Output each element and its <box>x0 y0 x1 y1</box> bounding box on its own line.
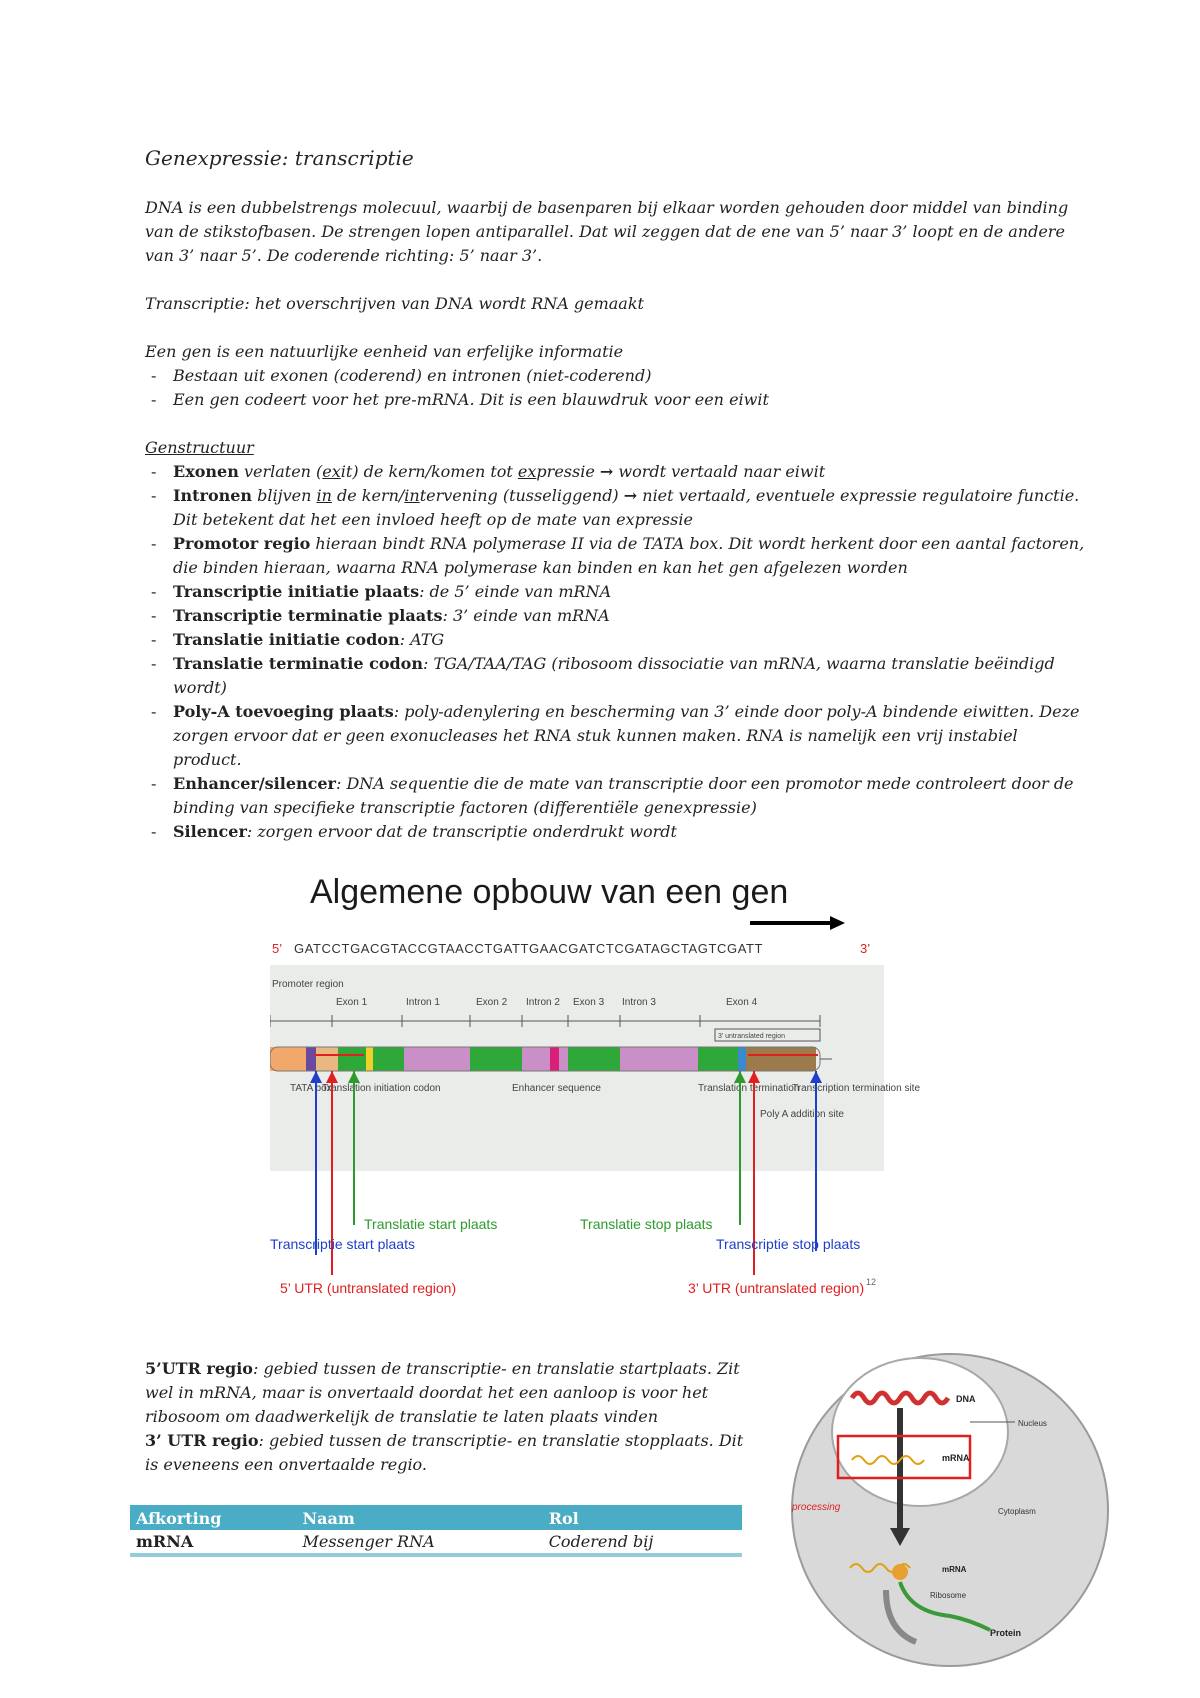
gene-structure-heading: Genstructuur <box>145 438 254 457</box>
exon4-segment <box>698 1047 740 1071</box>
term: 3’ UTR regio <box>145 1431 259 1450</box>
list-item <box>145 700 1085 772</box>
text: it) de kern/komen tot <box>340 462 518 481</box>
below-label: Translation initiation codon <box>322 1083 441 1094</box>
enhancer-segment <box>550 1047 559 1071</box>
term: Transcriptie initiatie plaats <box>173 582 420 601</box>
gene-definition-list <box>145 364 1075 412</box>
utr-section <box>145 1357 745 1477</box>
region-label: Intron 2 <box>526 997 560 1008</box>
region-label: Exon 4 <box>726 997 758 1008</box>
table-cell: mRNA <box>130 1530 297 1555</box>
gene-structure-section <box>145 436 1085 844</box>
table-header-row <box>130 1506 742 1530</box>
below-label: Enhancer sequence <box>512 1083 601 1094</box>
text: blijven <box>252 486 317 505</box>
term: Translatie initiatie codon <box>173 630 400 649</box>
annotation: 5’ UTR (untranslated region) <box>280 1280 457 1296</box>
term: Translatie terminatie codon <box>173 654 423 673</box>
term: Enhancer/silencer <box>173 774 336 793</box>
stop-codon-segment <box>738 1047 746 1071</box>
column-header: Afkorting <box>130 1506 297 1530</box>
list-item: - Bestaan uit exonen (coderend) en intronen (niet-coderend) <box>145 364 1075 388</box>
text: : 3’ einde van mRNA <box>442 606 610 625</box>
intro-paragraph: DNA is een dubbelstrengs molecuul, waarbij de basenparen bij elkaar worden gehouden door middel van binding van de stikstofbasen. De strengen lopen antiparallel. Dat wil zeggen dat de ene van 5’ naar 3’ loopt en de andere van 3’ naar 5’. De coderende richting: 5’ naar 3’. <box>145 198 1069 265</box>
page-number: 12 <box>866 1277 877 1287</box>
promoter-segment <box>270 1047 310 1071</box>
text: : de 5’ einde van mRNA <box>419 582 612 601</box>
label-dna: DNA <box>956 1394 976 1404</box>
intron2-segment <box>522 1047 568 1071</box>
list-item-intronen <box>145 484 1085 532</box>
tata-box-segment <box>306 1047 316 1071</box>
dna-sequence: GATCCTGACGTACCGTAACCTGATTGAACGATCTCGATAGCTAGTCGATT <box>294 941 764 956</box>
label-mrna-cytoplasm: mRNA <box>942 1565 967 1574</box>
annotation: 3’ UTR (untranslated region) <box>688 1280 865 1296</box>
text: verlaten ( <box>238 462 323 481</box>
underlined-text: in <box>404 486 420 505</box>
text: : ATG <box>399 630 445 649</box>
abbreviation-table <box>130 1505 742 1557</box>
text: : gebied tussen de transcriptie- en translatie stopplaats. Dit is eveneens een onvertaalde regio. <box>145 1431 744 1474</box>
below-label: TATA box <box>290 1083 332 1094</box>
below-label: Translation termination <box>698 1083 800 1094</box>
list-item <box>145 820 1085 844</box>
underlined-text: ex <box>517 462 537 481</box>
region-label: Exon 2 <box>476 997 508 1008</box>
utr3-segment <box>746 1047 816 1071</box>
label-protein: Protein <box>990 1628 1022 1638</box>
three-prime-label: 3’ <box>860 941 871 956</box>
text: hieraan bindt RNA polymerase II via de TATA box. Dit wordt herkent door een aantal factoren, die binden hieraan, waarna RNA polymerase kan binden en kan het gen afgelezen worden <box>173 534 1085 577</box>
term: Intronen <box>173 486 253 505</box>
below-label: Transcription termination site <box>792 1083 921 1094</box>
text: : zorgen ervoor dat de transcriptie onderdrukt wordt <box>246 822 677 841</box>
page-title: Genexpressie: transcriptie <box>145 146 414 170</box>
list-item <box>145 772 1085 820</box>
underlined-text: ex <box>322 462 341 481</box>
text: tervening (tusseliggend) <box>419 486 624 505</box>
table-cell: Messenger RNA <box>297 1530 543 1555</box>
intron1-segment <box>404 1047 470 1071</box>
column-header: Naam <box>297 1506 543 1530</box>
gene-definition-heading: Een gen is een natuurlijke eenheid van erfelijke informatie <box>145 342 624 361</box>
gene-structure-figure <box>270 855 946 1315</box>
region-label: Intron 1 <box>406 997 440 1008</box>
term: Promotor regio <box>173 534 311 553</box>
region-label: Exon 3 <box>573 997 605 1008</box>
cell-expression-figure <box>790 1350 1120 1670</box>
arrow-right-icon: → <box>599 462 614 481</box>
column-header: Rol <box>543 1506 742 1530</box>
term: Transcriptie terminatie plaats <box>173 606 443 625</box>
label-mrna: mRNA <box>942 1453 970 1463</box>
arrow-right-icon: → <box>623 486 638 505</box>
text: : DNA sequentie die de mate van transcriptie door een promotor mede controleert door de binding van specifieke transcriptie factoren (differentiële genexpressie) <box>173 774 1074 817</box>
transcription-definition: Transcriptie: het overschrijven van DNA wordt RNA gemaakt <box>145 294 644 313</box>
term: 5’UTR regio <box>145 1359 253 1378</box>
underlined-text: in <box>316 486 332 505</box>
text: niet vertaald, eventuele expressie regulatoire functie. Dit betekent dat het een invloed heeft op de mate van expressie <box>173 486 1080 529</box>
annotation: Transcriptie start plaats <box>270 1236 415 1252</box>
region-label: Intron 3 <box>622 997 656 1008</box>
region-label: Exon 1 <box>336 997 368 1008</box>
below-label: Poly A addition site <box>760 1109 844 1120</box>
annotation: Transcriptie stop plaats <box>716 1236 861 1252</box>
term: Silencer <box>173 822 247 841</box>
text: : TGA/TAA/TAG (ribosoom dissociatie van mRNA, waarna translatie beëindigd wordt) <box>173 654 1055 697</box>
text: : gebied tussen de transcriptie- en translatie startplaats. Zit wel in mRNA, maar is onvertaald doordat het een aanloop is voor het ribosoom om daadwerkelijk de translatie te laten plaats vinden <box>145 1359 740 1426</box>
text: de kern/ <box>331 486 405 505</box>
list-item-exonen <box>145 460 1085 484</box>
exon2-segment <box>470 1047 522 1071</box>
annotation: Translatie start plaats <box>364 1216 498 1232</box>
nucleus <box>832 1358 1008 1506</box>
annotation: Translatie stop plaats <box>580 1216 713 1232</box>
label-nucleus: Nucleus <box>1018 1419 1047 1428</box>
label-cytoplasm: Cytoplasm <box>998 1507 1036 1516</box>
text: pressie <box>536 462 600 481</box>
list-item <box>145 532 1085 580</box>
gene-definition <box>145 340 1075 412</box>
text: wordt vertaald naar eiwit <box>613 462 826 481</box>
term: Exonen <box>173 462 239 481</box>
term: Poly-A toevoeging plaats <box>173 702 394 721</box>
list-item: - Een gen codeert voor het pre-mRNA. Dit is een blauwdruk voor een eiwit <box>145 388 1075 412</box>
figure-title: Algemene opbouw van een gen <box>310 873 789 911</box>
text: : poly-adenylering en bescherming van 3’ einde door poly-A bindende eiwitten. Deze zorgen ervoor dat er geen exonucleases het RNA stuk kunnen maken. RNA is namelijk een vrij instabiel product. <box>173 702 1080 769</box>
utr-bracket-label: 3’ untranslated region <box>718 1033 786 1040</box>
label-ribosome: Ribosome <box>930 1591 967 1600</box>
ribosome <box>892 1564 908 1580</box>
region-label: Promoter region <box>272 979 344 990</box>
list-item <box>145 580 1085 604</box>
list-item <box>145 628 1085 652</box>
exon3-segment <box>568 1047 620 1071</box>
gene-structure-list <box>145 460 1085 844</box>
label-processing: processing <box>792 1502 841 1513</box>
intron3-segment <box>620 1047 698 1071</box>
utr5-segment <box>316 1047 338 1071</box>
list-item <box>145 652 1085 700</box>
list-item <box>145 604 1085 628</box>
five-prime-label: 5’ <box>272 941 283 956</box>
table-row <box>130 1530 742 1555</box>
table-cell: Coderend bij <box>543 1530 742 1555</box>
start-codon-segment <box>366 1047 373 1071</box>
